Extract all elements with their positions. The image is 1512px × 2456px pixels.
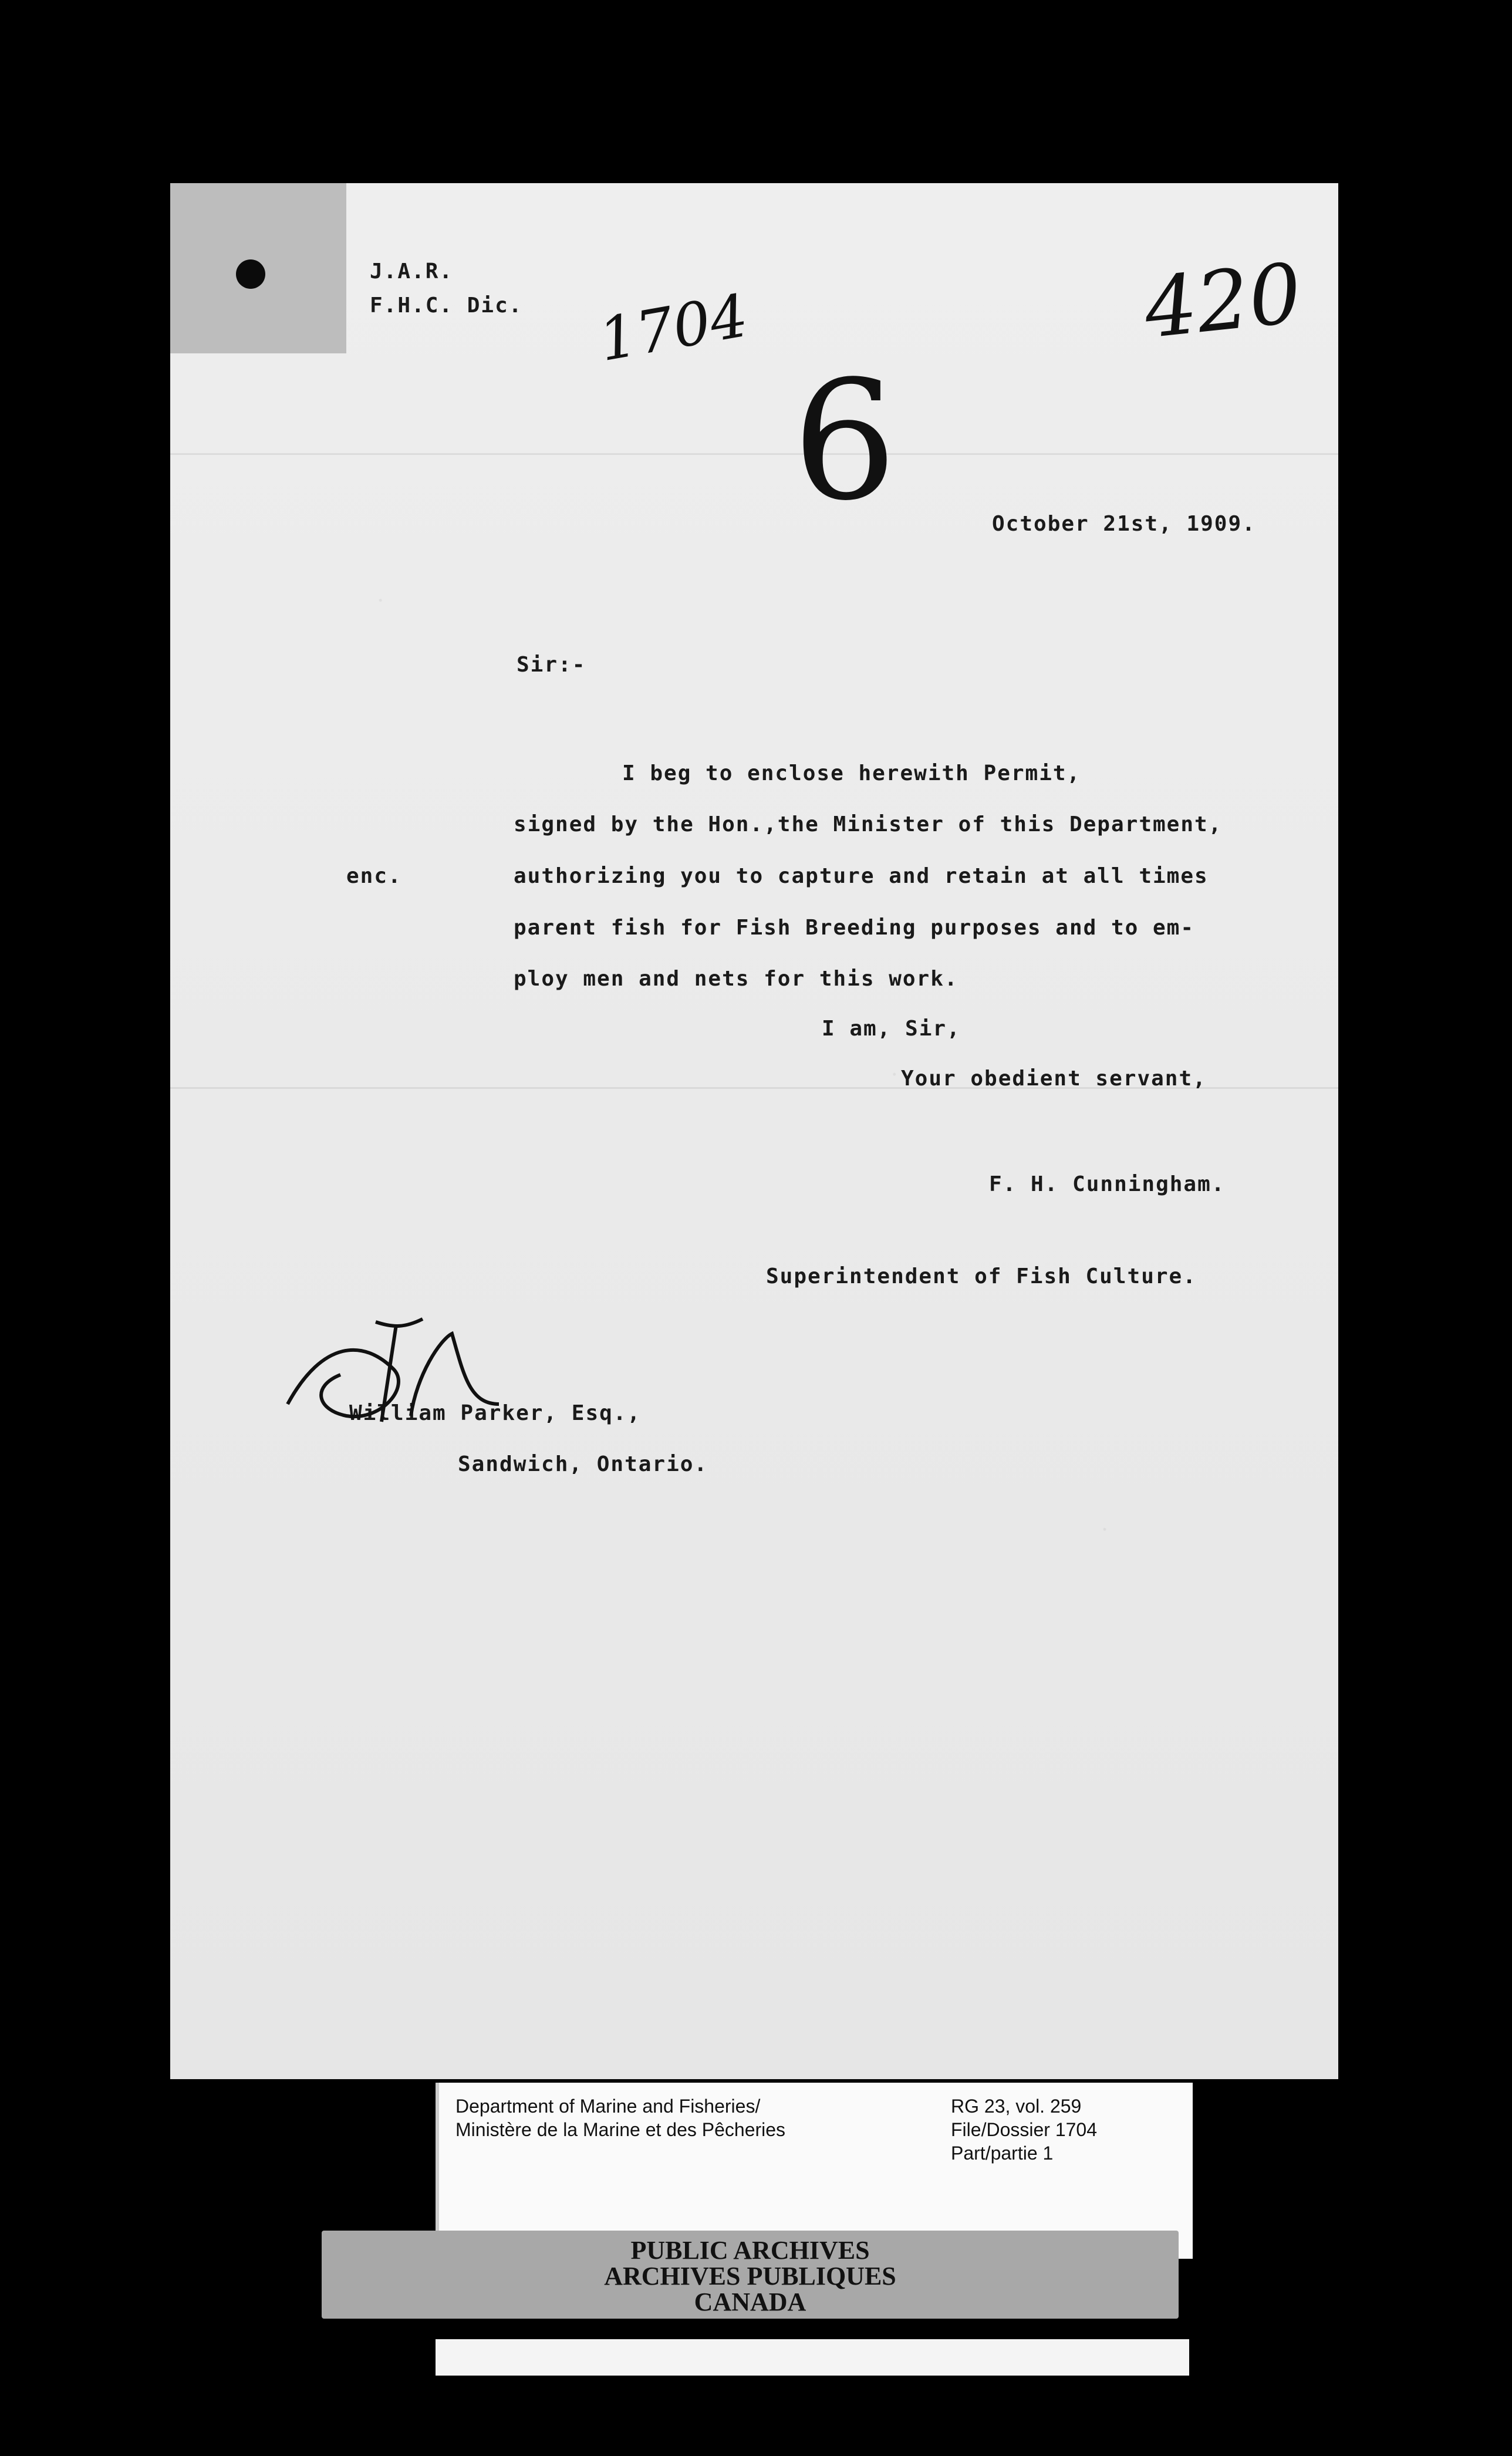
body-line: parent fish for Fish Breeding purposes and to em- [514, 916, 1195, 940]
record-group: RG 23, vol. 259 [951, 2096, 1082, 2117]
signature-title: Superintendent of Fish Culture. [766, 1264, 1197, 1288]
letter-date: October 21st, 1909. [992, 512, 1256, 536]
closing-line: Your obedient servant, [901, 1067, 1207, 1091]
handwritten-mark: 6 [792, 346, 897, 537]
body-line: signed by the Hon.,the Minister of this Department, [514, 812, 1223, 836]
handwritten-file-number: 1704 [593, 281, 753, 375]
part-partie: Part/partie 1 [951, 2143, 1054, 2164]
banner-line: PUBLIC ARCHIVES [630, 2236, 870, 2265]
file-dossier: File/Dossier 1704 [951, 2119, 1097, 2140]
department-name: Department of Marine and Fisheries/ [455, 2096, 761, 2117]
initials-signature [276, 1304, 522, 1445]
salutation: Sir:- [517, 653, 586, 677]
body-line: I beg to enclose herewith Permit, [622, 761, 1081, 785]
punch-hole [236, 259, 265, 289]
body-line: authorizing you to capture and retain at all times [514, 864, 1209, 888]
header-initials-1: J.A.R. [370, 259, 454, 284]
banner-line: CANADA [694, 2288, 806, 2316]
label-strip [436, 2339, 1189, 2376]
public-archives-banner [322, 2231, 1179, 2319]
banner-line: ARCHIVES PUBLIQUES [604, 2262, 896, 2290]
signature-name: F. H. Cunningham. [989, 1172, 1226, 1196]
enclosure-note: enc. [346, 864, 402, 888]
addressee-line: William Parker, Esq., [349, 1401, 642, 1425]
department-name-fr: Ministère de la Marine et des Pêcheries [455, 2119, 786, 2140]
addressee-line: Sandwich, Ontario. [458, 1452, 708, 1476]
document-page [170, 183, 1338, 2079]
body-line: ploy men and nets for this work. [514, 967, 959, 991]
handwritten-page-number: 420 [1140, 245, 1307, 357]
header-initials-2: F.H.C. Dic. [370, 293, 523, 318]
closing-line: I am, Sir, [822, 1017, 961, 1041]
fold-line [170, 453, 1338, 455]
